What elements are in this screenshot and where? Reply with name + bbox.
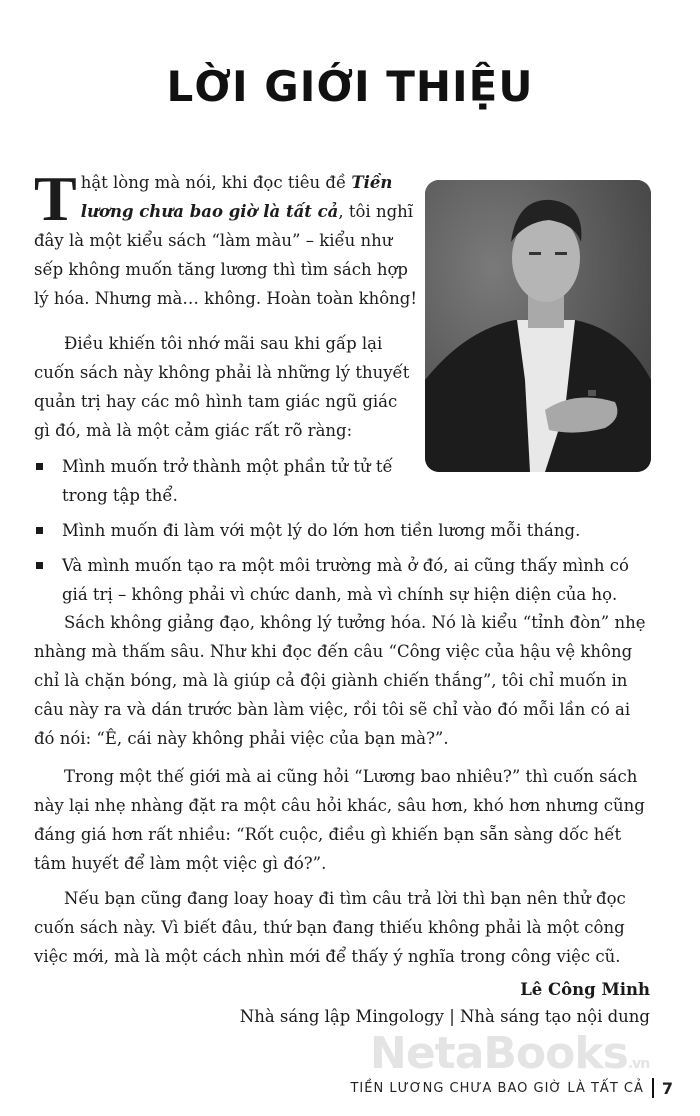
- bullet-item: Mình muốn trở thành một phần tử tử tế trong tập thể.: [34, 452, 418, 510]
- page-number: 7: [661, 1078, 674, 1098]
- signature-role: Nhà sáng lập Mingology | Nhà sáng tạo nội dung: [239, 1007, 650, 1026]
- page-title: LỜI GIỚI THIỆU: [166, 62, 534, 111]
- paragraph-4: Trong một thế giới mà ai cũng hỏi “Lương bao nhiêu?” thì cuốn sách này lại nhẹ nhàng đặt ra một câu hỏi khác, sâu hơn, khó hơn nhưng cũng đáng giá hơn rất nhiều: “Rốt cuộc, điều gì khiến bạn sẵn sàng dốc hết tâm huyết để làm một việc gì đó?”.: [34, 767, 645, 873]
- watermark-brand: NetaBooks: [370, 1028, 628, 1079]
- page-footer: [350, 1078, 674, 1098]
- paragraph-3: Sách không giảng đạo, không lý tưởng hóa. Nó là kiểu “tỉnh đòn” nhẹ nhàng mà thấm sâu. Như khi đọc đến câu “Công việc của hậu vệ không chỉ là chặn bóng, mà là giúp cả đội giành chiến thắng”, tôi chỉ muốn in câu này ra và dán trước bàn làm việc, rồi tôi sẽ chỉ vào đó mỗi lần có ai đó nói: “Ê, cái này không phải việc của bạn mà?”.: [34, 613, 646, 748]
- intro-text-end: , tôi nghĩ đây là một kiểu sách “làm màu” – kiểu như sếp không muốn tăng lương thì tìm sách hợp lý hóa. Nhưng mà… không. Hoàn toàn không!: [34, 202, 418, 308]
- bullet-item: Mình muốn đi làm với một lý do lớn hơn tiền lương mỗi tháng.: [34, 516, 650, 545]
- paragraph-2: Điều khiến tôi nhớ mãi sau khi gấp lại cuốn sách này không phải là những lý thuyết quản trị hay các mô hình tam giác ngũ giác gì đó, mà là một cảm giác rất rõ ràng:: [34, 334, 410, 440]
- footer-divider: [652, 1078, 654, 1098]
- running-title: TIỀN LƯƠNG CHƯA BAO GIỜ LÀ TẤT CẢ: [350, 1080, 644, 1096]
- bullet-list: [34, 452, 650, 615]
- watermark-suffix: .vn: [627, 1056, 650, 1072]
- signature-name: Lê Công Minh: [520, 980, 650, 999]
- bullet-item: Và mình muốn tạo ra một môi trường mà ở đó, ai cũng thấy mình có giá trị – không phải vì chức danh, mà vì chính sự hiện diện của họ.: [34, 551, 650, 609]
- author-photo: [425, 180, 651, 472]
- watermark: [370, 1028, 649, 1079]
- drop-cap: T: [34, 163, 77, 234]
- book-title: Tiền lương chưa bao giờ là tất cả: [80, 173, 393, 221]
- intro-text-start: hật lòng mà nói, khi đọc tiêu đề: [80, 173, 352, 192]
- intro-paragraph: [34, 163, 418, 313]
- paragraph-5: Nếu bạn cũng đang loay hoay đi tìm câu trả lời thì bạn nên thử đọc cuốn sách này. Vì biết đâu, thứ bạn đang thiếu không phải là một công việc mới, mà là một cách nhìn mới để thấy ý nghĩa trong công việc cũ.: [34, 889, 626, 966]
